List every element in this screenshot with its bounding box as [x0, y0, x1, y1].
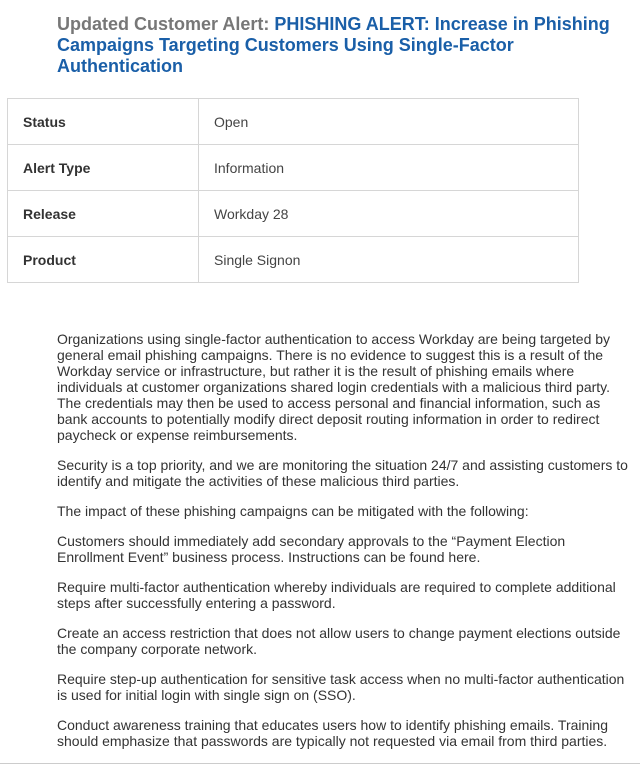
- table-row: [8, 145, 579, 191]
- alert-details-table: [7, 98, 579, 283]
- divider: [0, 763, 640, 764]
- table-row: [8, 191, 579, 237]
- body-paragraph: Create an access restriction that does not allow users to change payment elections outside the company corporate network.: [57, 625, 621, 657]
- body-paragraph: Require multi-factor authentication whereby individuals are required to complete additional steps after successfully entering a password.: [57, 579, 616, 611]
- alert-type-value: Information: [199, 145, 579, 191]
- body-paragraph: Organizations using single-factor authentication to access Workday are being targeted by general email phishing campaigns. There is no evidence to suggest this is a result of the Workday service or infrastructure, but rather it is the result of phishing emails where individuals at customer organizations shared login credentials with a malicious third party. The credentials may then be used to access personal and financial information, such as bank accounts to potentially modify direct deposit routing information in order to redirect paycheck or expense reimbursements.: [57, 331, 611, 443]
- table-row: [8, 237, 579, 283]
- page-title: [57, 14, 632, 77]
- release-value: Workday 28: [199, 191, 579, 237]
- title-prefix: Updated Customer Alert:: [57, 14, 270, 34]
- alert-type-label: Alert Type: [8, 145, 199, 191]
- body-paragraph: Security is a top priority, and we are monitoring the situation 24/7 and assisting customers to identify and mitigate the activities of these malicious third parties.: [57, 457, 628, 489]
- product-value: Single Signon: [199, 237, 579, 283]
- title-headline-link[interactable]: PHISHING ALERT: Increase in Phishing Campaigns Targeting Customers Using Single-Factor Authentication: [57, 14, 610, 76]
- alert-body: [57, 331, 632, 763]
- status-label: Status: [8, 99, 199, 145]
- product-label: Product: [8, 237, 199, 283]
- body-paragraph: The impact of these phishing campaigns can be mitigated with the following:: [57, 503, 529, 519]
- body-paragraph: Customers should immediately add secondary approvals to the “Payment Election Enrollment Event” business process. Instructions can be found here.: [57, 533, 566, 565]
- body-paragraph: Conduct awareness training that educates users how to identify phishing emails. Training should emphasize that passwords are typically not requested via email from third parties.: [57, 717, 608, 749]
- status-value: Open: [199, 99, 579, 145]
- body-paragraph: Require step-up authentication for sensitive task access when no multi-factor authentication is used for initial login with single sign on (SSO).: [57, 671, 625, 703]
- table-row: [8, 99, 579, 145]
- release-label: Release: [8, 191, 199, 237]
